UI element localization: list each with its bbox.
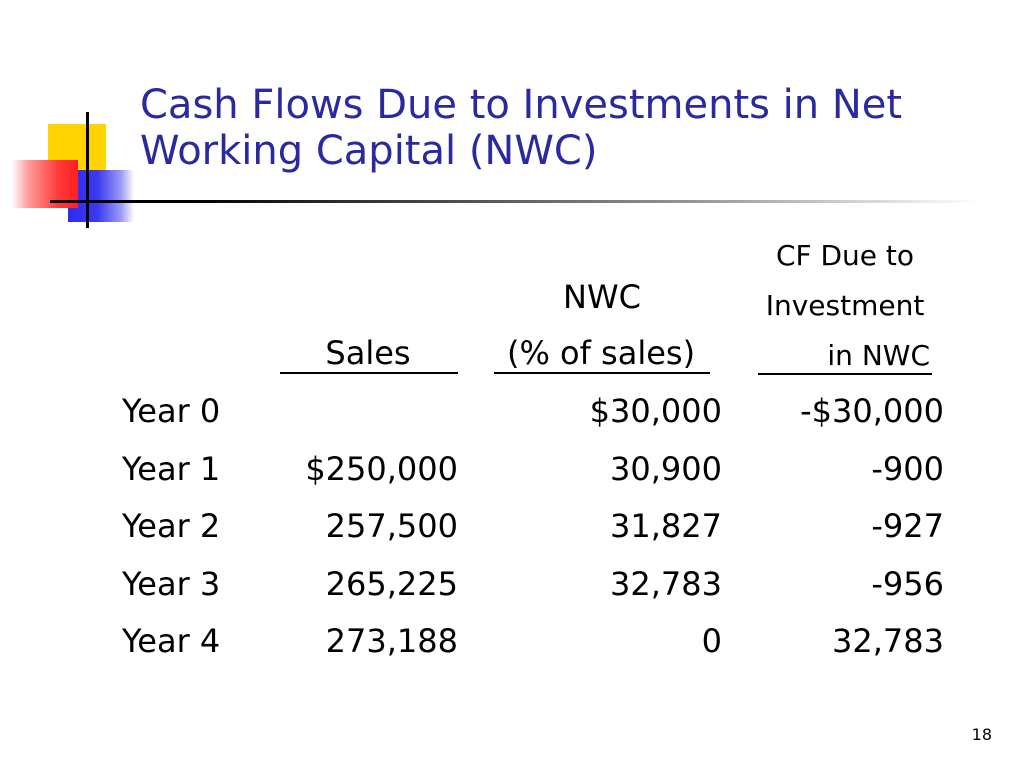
- row-cf: -956: [871, 565, 944, 603]
- row-label: Year 0: [122, 392, 221, 430]
- row-nwc: 30,900: [610, 450, 722, 488]
- header-cf-line2: Investment: [765, 289, 925, 322]
- row-label: Year 2: [122, 507, 221, 545]
- row-nwc: 31,827: [610, 507, 722, 545]
- row-nwc: $30,000: [589, 392, 722, 430]
- row-cf: -900: [871, 450, 944, 488]
- row-sales: $250,000: [305, 450, 458, 488]
- row-cf: -$30,000: [800, 392, 944, 430]
- row-sales: 257,500: [325, 507, 458, 545]
- header-sales: Sales: [325, 334, 411, 372]
- row-label: Year 3: [122, 565, 221, 603]
- row-sales: 265,225: [325, 565, 458, 603]
- logo-vertical-line: [86, 112, 89, 228]
- row-label: Year 1: [122, 450, 221, 488]
- header-nwc-underline: [494, 372, 710, 374]
- slide-title: Cash Flows Due to Investments in Net Working Capital (NWC): [140, 82, 903, 174]
- title-divider: [50, 200, 980, 203]
- header-cf-underline: [758, 373, 932, 375]
- header-sales-underline: [280, 372, 458, 374]
- header-nwc-line2: (% of sales): [506, 334, 696, 372]
- row-nwc: 32,783: [610, 565, 722, 603]
- page-number: 18: [971, 725, 992, 744]
- row-nwc: 0: [701, 622, 722, 660]
- row-label: Year 4: [122, 622, 221, 660]
- row-cf: 32,783: [832, 622, 944, 660]
- header-cf-line3: in NWC: [827, 339, 930, 372]
- header-nwc-line1: NWC: [563, 278, 641, 316]
- slide-logo: [0, 0, 160, 240]
- header-cf-line1: CF Due to: [775, 239, 915, 272]
- row-cf: -927: [871, 507, 944, 545]
- row-sales: 273,188: [325, 622, 458, 660]
